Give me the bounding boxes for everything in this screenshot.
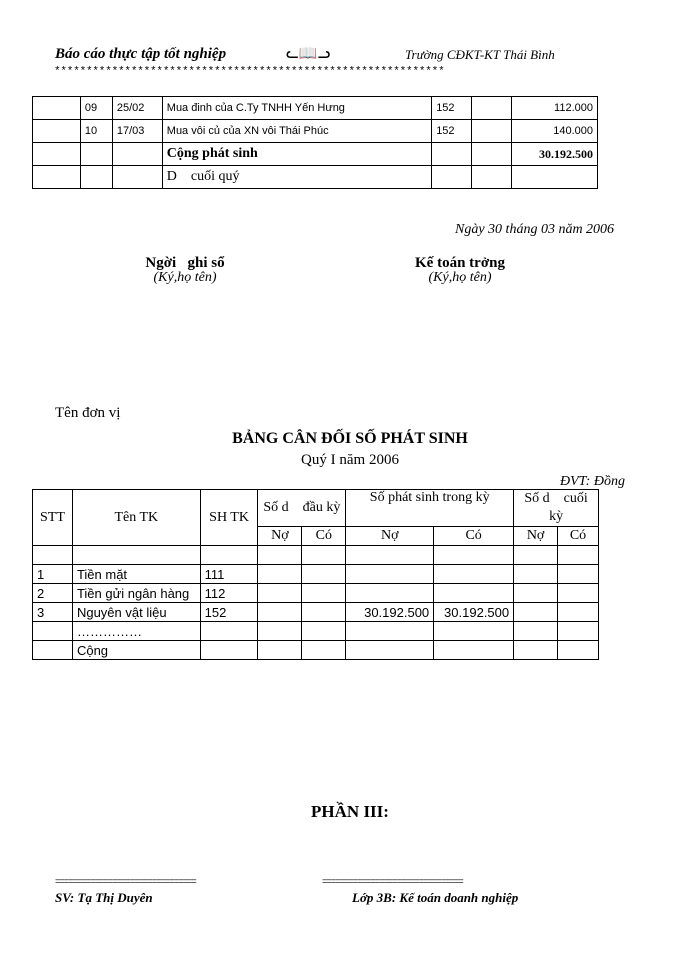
- ledger-date: 17/03: [112, 120, 162, 143]
- empty-cell: [432, 166, 472, 189]
- cell-movement-credit: 30.192.500: [434, 603, 514, 622]
- table-row: [33, 641, 599, 660]
- header-account-code: SH TK: [200, 490, 258, 546]
- header-credit: Có: [434, 527, 514, 546]
- table-row: [33, 120, 598, 143]
- cell-movement-debit: [346, 565, 434, 584]
- header-opening-balance: Số d đầu kỳ: [258, 490, 346, 527]
- footer-rule-right: ================================: [322, 877, 463, 887]
- cell-opening-credit: [302, 584, 346, 603]
- ledger-table: [32, 96, 598, 189]
- cell-closing-debit: [514, 584, 558, 603]
- ledger-stt: [33, 120, 81, 143]
- cell-movement-credit: [434, 622, 514, 641]
- cell-movement-credit: [434, 565, 514, 584]
- ledger-stt: [33, 97, 81, 120]
- balance-label: D cuối quý: [162, 166, 431, 189]
- cell-stt: [33, 641, 73, 660]
- header-movement: Số phát sinh trong kỳ: [346, 490, 514, 527]
- empty-cell: [112, 166, 162, 189]
- total-amount: 30.192.500: [512, 143, 598, 166]
- cell-account-name: Cộng: [72, 641, 200, 660]
- table-row: [33, 622, 599, 641]
- cell-movement-credit: [434, 546, 514, 565]
- school-name: Trường CĐKT-KT Thái Bình: [405, 47, 555, 62]
- cell-closing-credit: [558, 622, 599, 641]
- ledger-description: Mua vôi củ của XN vôi Thái Phúc: [162, 120, 431, 143]
- table-header-row: [33, 490, 599, 527]
- footer-rule-left: ================================: [55, 877, 196, 887]
- empty-cell: [472, 143, 512, 166]
- header-stt: STT: [33, 490, 73, 546]
- cell-movement-debit: [346, 546, 434, 565]
- cell-movement-debit: [346, 641, 434, 660]
- cell-opening-debit: [258, 641, 302, 660]
- footer-student: SV: Tạ Thị Duyên: [55, 890, 153, 905]
- header-debit: Nợ: [514, 527, 558, 546]
- recorder-role: Ngời ghi sổ: [145, 255, 225, 271]
- report-header-title: Báo cáo thực tập tốt nghiệp: [55, 46, 227, 62]
- table-row: [33, 143, 598, 166]
- cell-stt: [33, 546, 73, 565]
- empty-cell: [80, 143, 112, 166]
- cell-movement-debit: [346, 622, 434, 641]
- table-row: [33, 584, 599, 603]
- cell-account-name: ……………: [72, 622, 200, 641]
- cell-account-name: Nguyên vật liệu: [72, 603, 200, 622]
- cell-opening-credit: [302, 641, 346, 660]
- header-debit: Nợ: [258, 527, 302, 546]
- cell-movement-credit: [434, 641, 514, 660]
- cell-movement-debit: 30.192.500: [346, 603, 434, 622]
- empty-cell: [80, 166, 112, 189]
- recorder-note: (Ký,họ tên): [153, 270, 217, 285]
- cell-closing-debit: [514, 641, 558, 660]
- cell-account-name: [72, 546, 200, 565]
- cell-account-name: Tiền gửi ngân hàng: [72, 584, 200, 603]
- ledger-date: 25/02: [112, 97, 162, 120]
- ledger-account: 152: [432, 120, 472, 143]
- chief-accountant-note: (Ký,họ tên): [428, 270, 492, 285]
- total-label: Cộng phát sinh: [162, 143, 431, 166]
- ledger-doc-no: 09: [80, 97, 112, 120]
- signature-block-recorder: [110, 255, 260, 286]
- cell-stt: [33, 622, 73, 641]
- chief-accountant-role: Kế toán trởng: [415, 255, 505, 271]
- table-row: [33, 166, 598, 189]
- cell-account-code: 111: [200, 565, 258, 584]
- empty-cell: [472, 166, 512, 189]
- header-closing-balance: Số d cuối kỳ: [514, 490, 599, 527]
- table-row: [33, 97, 598, 120]
- header-divider: *************************************************************: [54, 66, 445, 78]
- ledger-amount: 112.000: [512, 97, 598, 120]
- cell-opening-debit: [258, 565, 302, 584]
- unit-label: Tên đơn vị: [55, 405, 121, 421]
- footer-class: Lớp 3B: Kế toán doanh nghiệp: [352, 890, 519, 905]
- cell-opening-credit: [302, 546, 346, 565]
- cell-opening-credit: [302, 622, 346, 641]
- ledger-description: Mua đinh của C.Ty TNHH Yến Hưng: [162, 97, 431, 120]
- header-debit: Nợ: [346, 527, 434, 546]
- table-row: [33, 603, 599, 622]
- balance-table: [32, 489, 599, 660]
- ledger-debit: [472, 97, 512, 120]
- ledger-debit: [472, 120, 512, 143]
- table-row: [33, 565, 599, 584]
- cell-closing-debit: [514, 546, 558, 565]
- cell-movement-debit: [346, 584, 434, 603]
- book-logo-icon: ᓚ📖ᓗ: [286, 46, 331, 62]
- empty-cell: [33, 143, 81, 166]
- cell-opening-debit: [258, 603, 302, 622]
- cell-account-code: 152: [200, 603, 258, 622]
- currency-unit: ĐVT: Đồng: [560, 474, 625, 489]
- cell-closing-debit: [514, 622, 558, 641]
- cell-stt: 2: [33, 584, 73, 603]
- header-account-name: Tên TK: [72, 490, 200, 546]
- cell-account-name: Tiền mặt: [72, 565, 200, 584]
- empty-cell: [112, 143, 162, 166]
- cell-opening-credit: [302, 603, 346, 622]
- cell-movement-credit: [434, 584, 514, 603]
- cell-closing-credit: [558, 546, 599, 565]
- report-date: Ngày 30 tháng 03 năm 2006: [455, 222, 615, 237]
- report-title: BẢNG CÂN ĐỐI SỐ PHÁT SINH: [232, 430, 468, 447]
- cell-account-code: [200, 622, 258, 641]
- table-row: [33, 546, 599, 565]
- cell-closing-debit: [514, 565, 558, 584]
- cell-account-code: 112: [200, 584, 258, 603]
- cell-opening-debit: [258, 546, 302, 565]
- cell-closing-credit: [558, 603, 599, 622]
- cell-opening-credit: [302, 565, 346, 584]
- ledger-doc-no: 10: [80, 120, 112, 143]
- cell-stt: 3: [33, 603, 73, 622]
- header-credit: Có: [302, 527, 346, 546]
- empty-cell: [432, 143, 472, 166]
- cell-account-code: [200, 641, 258, 660]
- empty-cell: [33, 166, 81, 189]
- cell-closing-credit: [558, 584, 599, 603]
- report-subtitle: Quý I năm 2006: [301, 452, 399, 468]
- cell-account-code: [200, 546, 258, 565]
- cell-opening-debit: [258, 622, 302, 641]
- cell-opening-debit: [258, 584, 302, 603]
- cell-closing-credit: [558, 641, 599, 660]
- empty-cell: [512, 166, 598, 189]
- header-credit: Có: [558, 527, 599, 546]
- ledger-amount: 140.000: [512, 120, 598, 143]
- cell-closing-credit: [558, 565, 599, 584]
- signature-block-chief-accountant: [380, 255, 540, 286]
- cell-closing-debit: [514, 603, 558, 622]
- ledger-account: 152: [432, 97, 472, 120]
- part-title: PHẦN III:: [311, 802, 389, 821]
- cell-stt: 1: [33, 565, 73, 584]
